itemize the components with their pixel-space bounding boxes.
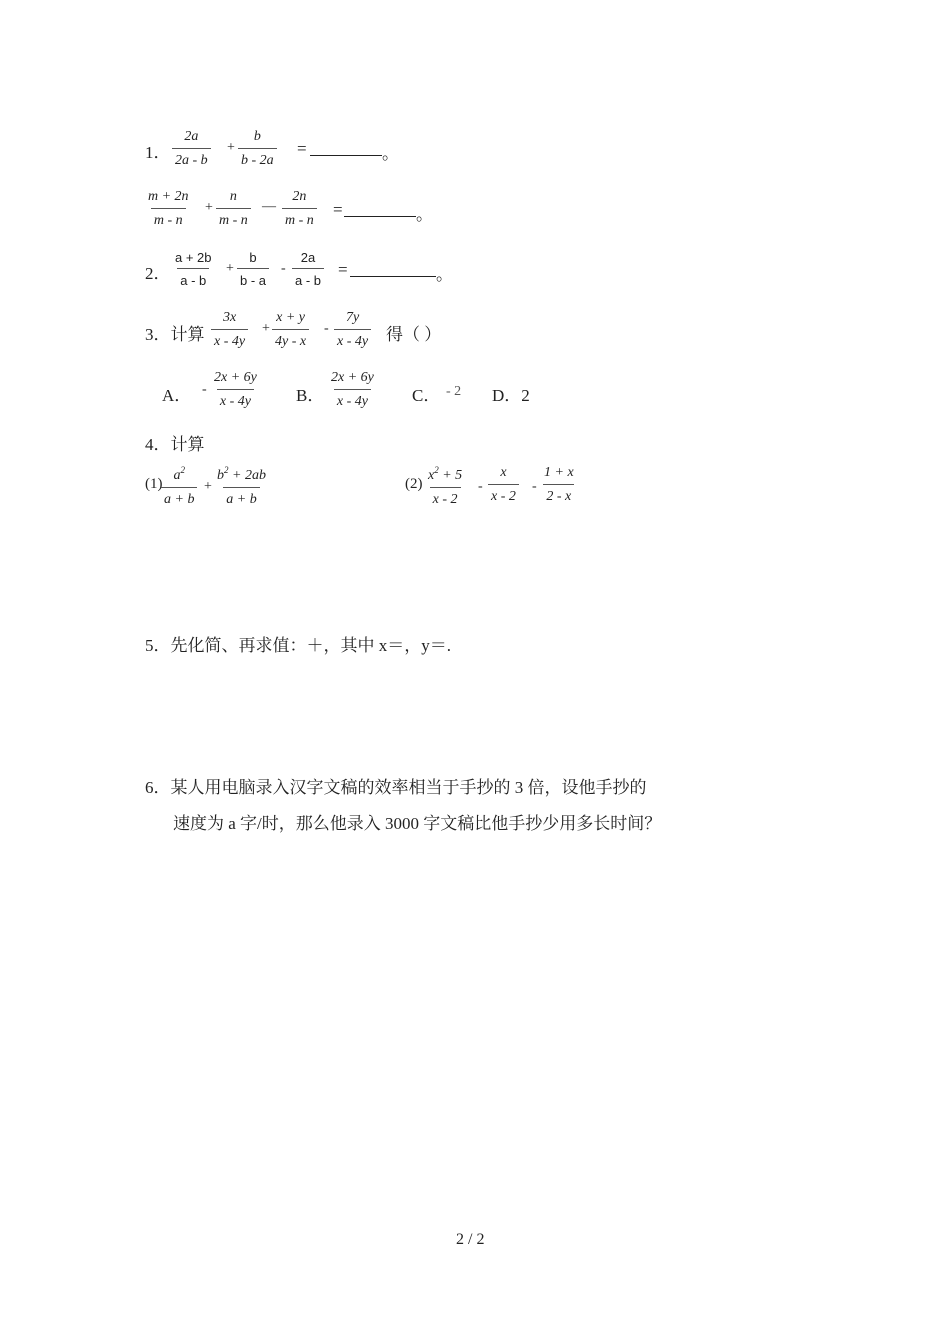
q3-f2-denominator: 4y - x (272, 329, 309, 349)
q1-f1-numerator: 2a (184, 129, 199, 144)
option-a-sign: - (202, 382, 207, 397)
q1-period: 。 (382, 144, 399, 163)
q1b-f3-numerator: 2n (292, 189, 307, 204)
q1b-plus: + (205, 200, 213, 215)
question-3-prompt: 3．计算 (145, 325, 205, 344)
option-a-denominator: x - 4y (217, 389, 254, 409)
q4-p2-f3-denominator: 2 - x (543, 484, 574, 504)
q1b-f2-denominator: m - n (216, 208, 251, 228)
option-a-label: A． (162, 386, 192, 405)
q3-f3-numerator: 7y (345, 310, 360, 325)
q4-p2-minus-1: - (478, 479, 483, 494)
q2-f2-denominator: b - a (237, 268, 269, 287)
q3-fraction-3 (334, 311, 371, 349)
q1-plus: + (227, 140, 235, 155)
q4-p2-fraction-3 (541, 466, 577, 504)
q3-fraction-2 (272, 311, 309, 349)
question-1-number: 1． (145, 143, 171, 162)
q3-fraction-1 (211, 311, 248, 349)
q1b-fraction-2 (216, 190, 251, 228)
q4-p1-f2-denominator: a + b (223, 487, 259, 507)
q4-p2-f1-denominator: x - 2 (430, 487, 461, 507)
q3-f1-denominator: x - 4y (211, 329, 248, 349)
q3-suffix: 得（ ） (386, 325, 442, 344)
q1-fraction-2 (238, 130, 277, 168)
q2-plus: + (226, 261, 234, 276)
q1-f1-denominator: 2a - b (172, 148, 211, 168)
option-c-value: - 2 (446, 384, 462, 399)
page-number: 2 / 2 (456, 1231, 485, 1248)
q2-f1-numerator: a + 2b (175, 250, 212, 265)
q2-equals: = (338, 260, 348, 279)
q1b-fraction-1 (145, 190, 192, 228)
q2-minus: - (281, 261, 286, 276)
q2-answer-blank (350, 276, 436, 277)
q1-answer-blank (310, 155, 382, 156)
q4-p2-f2-denominator: x - 2 (488, 484, 519, 504)
option-a-fraction (211, 371, 260, 409)
q1b-equals: = (333, 200, 343, 219)
q4-p2-minus-2: - (532, 479, 537, 494)
q3-plus: + (262, 321, 270, 336)
q2-fraction-1 (172, 251, 215, 287)
q1b-f3-denominator: m - n (282, 208, 317, 228)
q3-minus: - (324, 321, 329, 336)
q4-p1-f1-denominator: a + b (161, 487, 197, 507)
q1b-fraction-3 (282, 190, 317, 228)
q4-p2-f2-numerator: x (500, 465, 507, 480)
question-4-title: 4．计算 (145, 435, 205, 454)
q4-p2-f3-numerator: 1 + x (544, 465, 574, 480)
option-a-numerator: 2x + 6y (214, 370, 257, 385)
q4-p1-fraction-2 (214, 466, 269, 507)
q2-f1-denominator: a - b (177, 268, 209, 287)
q1-fraction-1 (172, 130, 211, 168)
option-b-label: B． (296, 386, 325, 405)
q2-f3-numerator: 2a (300, 250, 316, 265)
q4-part1-label: (1) (145, 476, 163, 492)
q4-part2-label: (2) (405, 476, 423, 492)
q2-fraction-3 (292, 251, 324, 287)
q4-p1-f1-numerator: $a^2$ (173, 465, 185, 483)
q1b-f1-denominator: m - n (151, 208, 186, 228)
q1-f2-denominator: b - 2a (238, 148, 277, 168)
question-6-line-2: 速度为 a 字/时，那么他录入 3000 字文稿比他手抄少用多长时间？ (173, 814, 662, 833)
q1-f2-numerator: b (253, 129, 261, 144)
q4-p2-fraction-2 (488, 466, 519, 504)
q1b-minus: — (262, 199, 276, 214)
q3-f1-numerator: 3x (222, 310, 237, 325)
q4-p2-f1-numerator: $x^2 + 5$ (428, 465, 463, 483)
option-b-denominator: x - 4y (334, 389, 371, 409)
q3-f2-numerator: x + y (276, 310, 305, 325)
option-c-label: C． (412, 386, 441, 405)
q1-equals: = (297, 139, 307, 158)
q4-p1-plus: + (204, 479, 212, 494)
question-5: 5．先化简、再求值：＋，其中 x＝，y＝. (145, 636, 451, 655)
q2-period: 。 (436, 265, 453, 284)
q2-fraction-2 (237, 251, 269, 287)
q1b-period: 。 (416, 205, 433, 224)
q2-f3-denominator: a - b (292, 268, 324, 287)
q4-p2-fraction-1 (425, 466, 465, 507)
question-2-number: 2． (145, 264, 171, 283)
q4-p1-fraction-1 (161, 466, 197, 507)
question-6-line-1: 6．某人用电脑录入汉字文稿的效率相当于手抄的 3 倍，设他手抄的 (145, 778, 647, 797)
q1b-f1-numerator: m + 2n (148, 189, 189, 204)
q1b-f2-numerator: n (229, 189, 237, 204)
q1b-answer-blank (344, 216, 416, 217)
q2-f2-numerator: b (249, 250, 257, 265)
option-d: D．2 (492, 386, 530, 405)
q4-p1-f2-numerator: $b^2 + 2ab$ (217, 465, 266, 483)
option-b-numerator: 2x + 6y (331, 370, 374, 385)
option-b-fraction (328, 371, 377, 409)
q3-f3-denominator: x - 4y (334, 329, 371, 349)
